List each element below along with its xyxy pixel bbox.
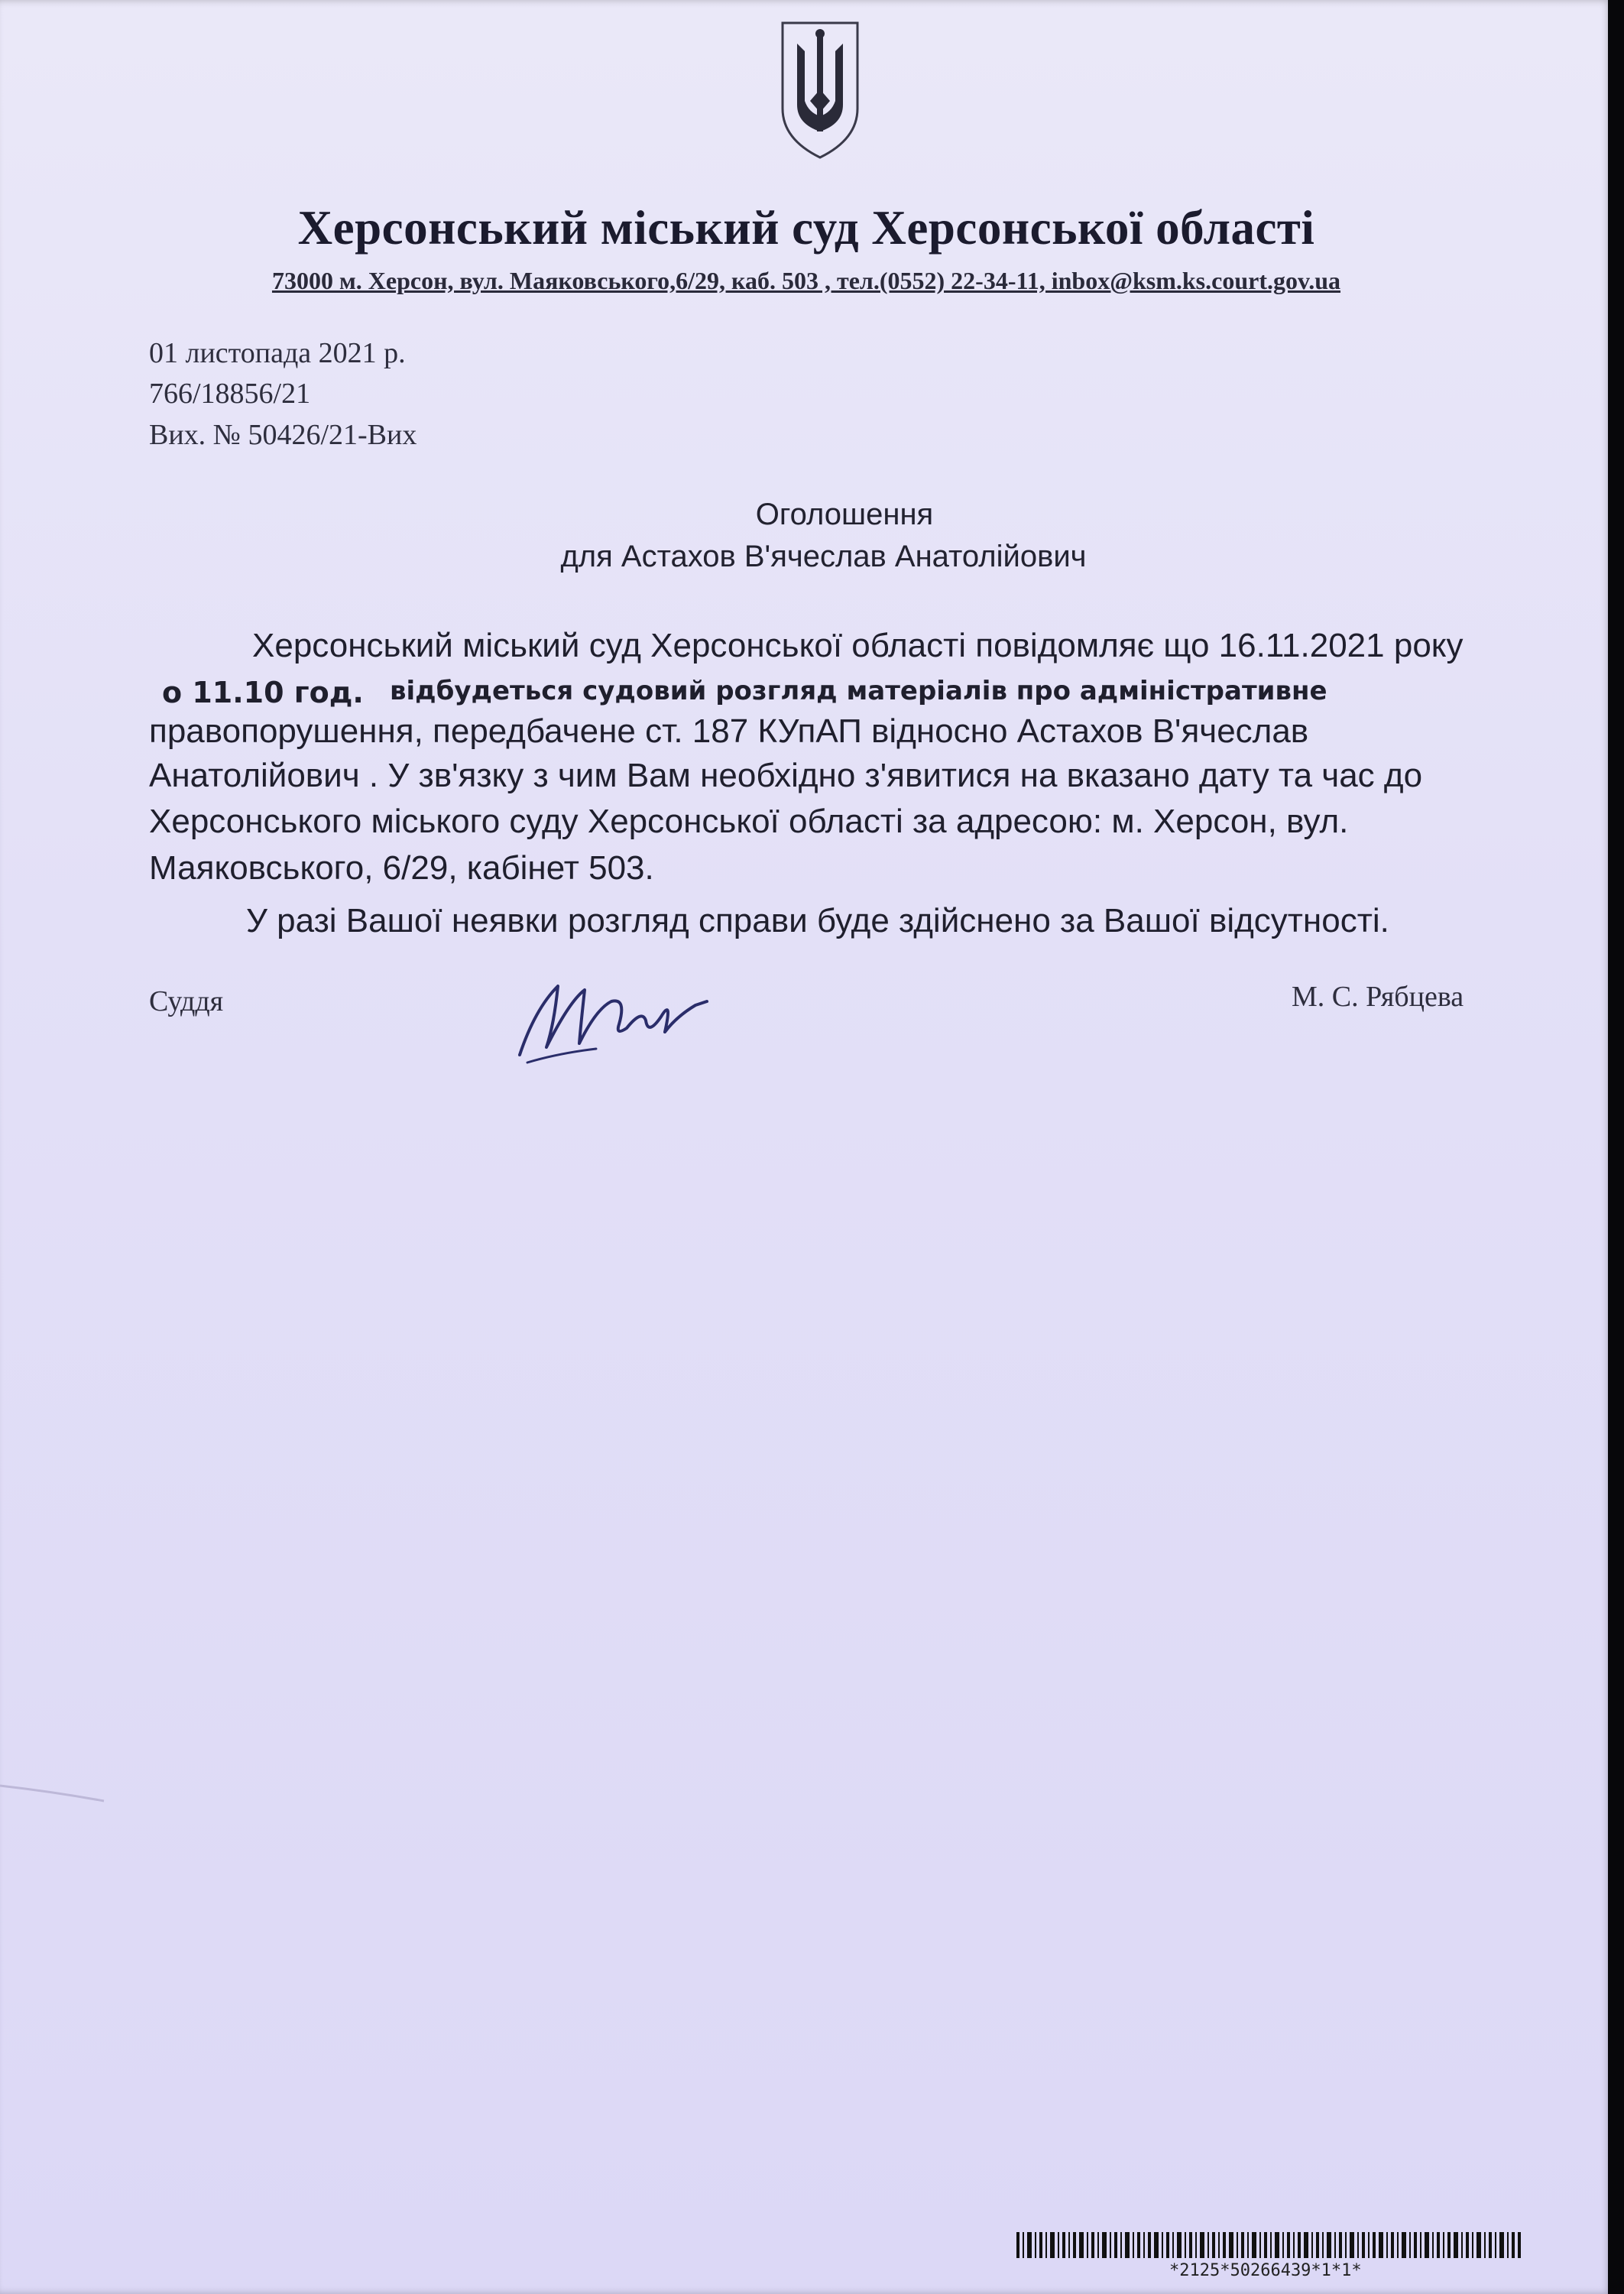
notice-line-1: Херсонський міський суд Херсонської області повідомляє що 16.11.2021 року	[252, 627, 1464, 664]
handwritten-signature	[512, 963, 718, 1070]
barcode	[1016, 2232, 1521, 2258]
hearing-line: відбудеться судовий розгляд матеріалів про адміністративне	[390, 676, 1327, 706]
barcode-text: *2125*50266439*1*1*	[1169, 2261, 1362, 2280]
notice-line-6: У разі Вашої неявки розгляд справи буде здійснено за Вашої відсутності.	[246, 902, 1389, 939]
background-edge	[1608, 0, 1624, 2294]
signature-role: Суддя	[149, 985, 224, 1017]
hearing-time: о 11.10 год.	[162, 676, 364, 709]
court-address: 73000 м. Херсон, вул. Маяковського,6/29, каб. 503 , тел.(0552) 22-34-11, inbox@ksm.ks.court.gov.ua	[271, 267, 1341, 294]
paper-fold-mark	[0, 1781, 107, 1804]
document-date: 01 листопада 2021 р.	[149, 337, 406, 369]
judge-name: М. С. Рябцева	[1292, 981, 1464, 1013]
outgoing-number: Вих. № 50426/21-Вих	[149, 419, 417, 451]
notice-line-3: Анатолійович . У зв'язку з чим Вам необхідно з'явитися на вказано дату та час до	[149, 757, 1423, 794]
notice-title: Оголошення	[755, 498, 934, 531]
court-name: Херсонський міський суд Херсонської області	[297, 201, 1315, 255]
coat-of-arms-icon	[778, 17, 862, 162]
notice-addressee: для Астахов В'ячеслав Анатолійович	[560, 540, 1087, 573]
notice-line-4: Херсонського міського суду Херсонської області за адресою: м. Херсон, вул.	[149, 803, 1349, 840]
notice-line-2: правопорушення, передбачене ст. 187 КУпАП відносно Астахов В'ячеслав	[149, 712, 1309, 750]
notice-line-5: Маяковського, 6/29, кабінет 503.	[149, 849, 654, 887]
case-number: 766/18856/21	[149, 378, 311, 410]
